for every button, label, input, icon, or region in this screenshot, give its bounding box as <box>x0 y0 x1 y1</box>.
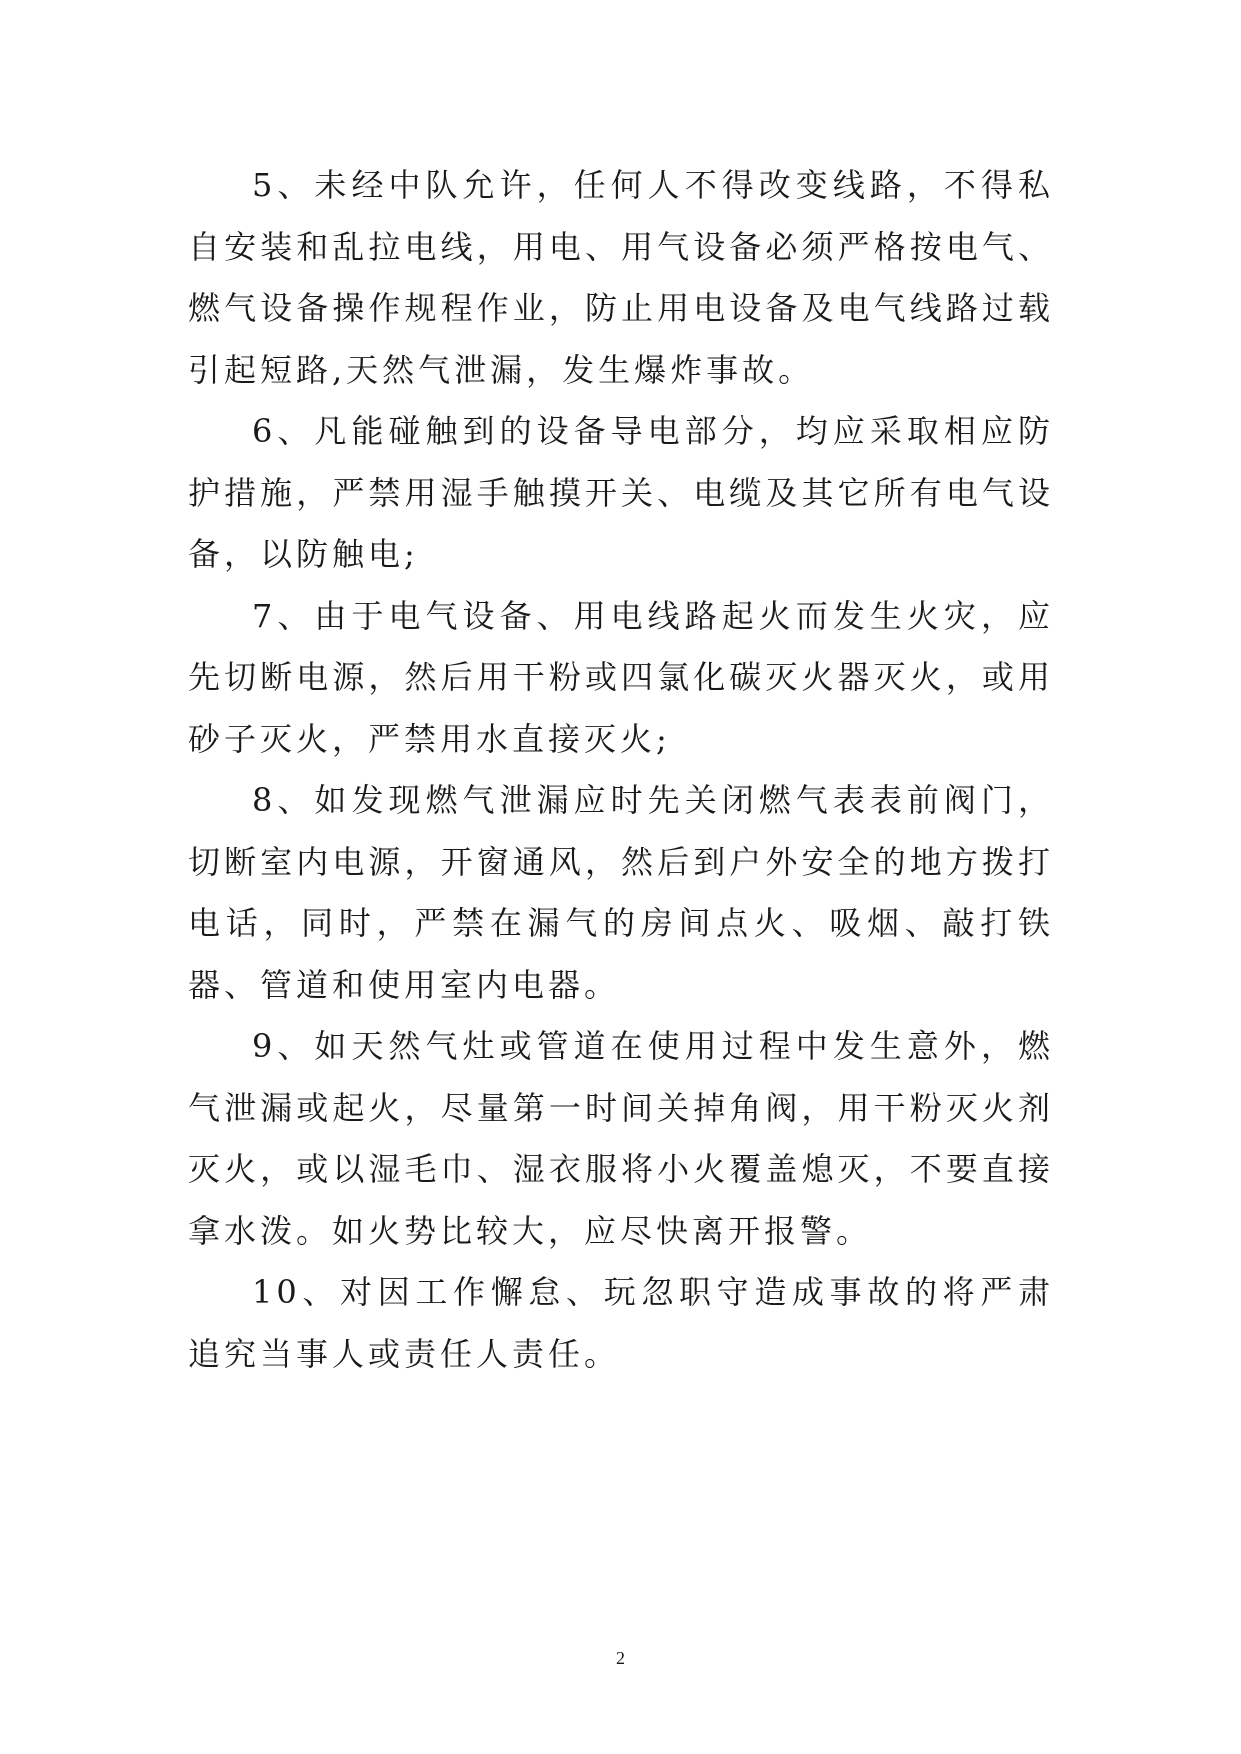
paragraph-item-7: 7、由于电气设备、用电线路起火而发生火灾，应先切断电源，然后用干粉或四氯化碳灭火器灭火，或用砂子灭火，严禁用水直接灭火; <box>188 596 1054 758</box>
paragraph-item-5: 5、未经中队允许，任何人不得改变线路，不得私自安装和乱拉电线，用电、用气设备必须严格按电气、燃气设备操作规程作业，防止用电设备及电气线路过载引起短路,天然气泄漏，发生爆炸事故。 <box>188 166 1054 389</box>
paragraph-item-9: 9、如天然气灶或管道在使用过程中发生意外，燃气泄漏或起火，尽量第一时间关掉角阀，用干粉灭火剂灭火，或以湿毛巾、湿衣服将小火覆盖熄灭，不要直接拿水泼。如火势比较大，应尽快离开报警。 <box>188 1027 1054 1250</box>
document-body <box>188 155 1054 1385</box>
paragraph-item-10: 10、对因工作懈怠、玩忽职守造成事故的将严肃追究当事人或责任人责任。 <box>188 1273 1054 1373</box>
paragraph-item-8: 8、如发现燃气泄漏应时先关闭燃气表表前阀门，切断室内电源，开窗通风，然后到户外安全的地方拨打电话，同时，严禁在漏气的房间点火、吸烟、敲打铁器、管道和使用室内电器。 <box>188 781 1054 1004</box>
paragraph-item-6: 6、凡能碰触到的设备导电部分，均应采取相应防护措施，严禁用湿手触摸开关、电缆及其它所有电气设备，以防触电; <box>188 412 1054 573</box>
page-number: 2 <box>616 1648 625 1668</box>
